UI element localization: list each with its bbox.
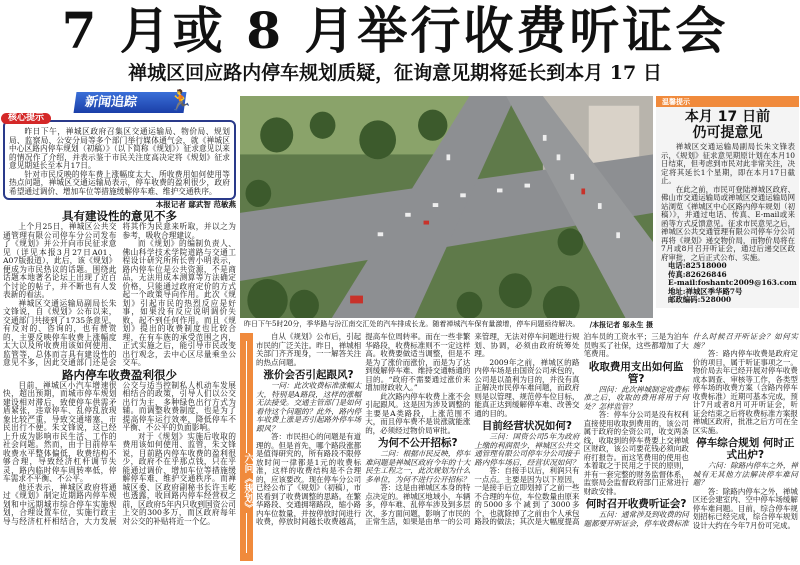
- paragraph: 而《规划》的编制负责人、佛山科学技术学院道路与交通工程设计研究所所长曾小明表示，路内停车位是公共资源，不是商品，无法用成本测算等方法确定价格，只能通过政府定价的方式起一个政策导向作用。此次《规划》引起市民的热烈反应是好事，如果没有反应说明调价失败，起不到任何作用。而且《规划》提出的收费制度也比较合理，在有车族的承受范围之内，正式实施之后，能引导市民改变出行观念，去中心区尽量乘坐公交车。: [122, 239, 236, 367]
- contact-address: 地址:禅城区季华路7号: [668, 286, 743, 296]
- paragraph: 他还表示，禅城区政府将通过《规划》制定近期路内停车规划和中远期城市综合停车实施规划，合理设置车位，实施行政主导与经济杠杆相结合，大力发展公交与适当控制私人机动车发展相结合的政策，引导人们以公交出行为主，多种绿色出行方式为辅。而调整收费制度，也是为了提高停车运行效率，降低停车不平衡、不公平的负面影响。: [3, 380, 236, 526]
- section-body: [3, 382, 236, 527]
- qa-question: 六问：除路内停车之外，禅城有无其他方法解决停车难问题？: [692, 461, 798, 487]
- qa-heading: 收取费用支出如何监管?: [588, 360, 684, 385]
- section-heading: 路内停车收费盈利很少: [62, 367, 177, 382]
- section-body: [3, 223, 236, 368]
- sidebar-title-line: 本月 17 日前: [684, 109, 771, 125]
- sidebar-header: 温馨提示: [656, 96, 799, 107]
- qa-question: 五问：通常涉及到收费的问题都要开听证会，停车收费标准什么时候召开听证会？如何实施？: [583, 332, 798, 528]
- six-questions-band: [240, 333, 253, 561]
- qa-heading: 涨价会否引起跟风?: [263, 369, 354, 381]
- qa-heading: 为何不公开招标?: [377, 437, 458, 449]
- core-paragraph: 昨日下午，禅城区政府召集区交通运输局、物价局、规划局、监察局、公安分局等多个部门举行媒体通气会，就《禅城区中心区路内停车规划（初稿）》（以下简称《规划》）征求意见以来的情况作了介绍，并表示鉴于市民关注度高决定将《规划》征求意见期延长至本月17日。: [9, 127, 230, 170]
- photo-credit: /本报记者 邬永生 摄: [589, 320, 653, 329]
- qa-section: [256, 333, 798, 530]
- qa-intro: 自从《规划》公布后，引起市民的广泛关注。昨日，禅城相关部门齐齐现身，一一解答关注的热点问题。: [256, 332, 362, 367]
- qa-heading: 何时召开收费听证会?: [585, 498, 687, 510]
- qa-answer: 答：除路内停车之外，禅城区还会建室内、空中停车场缓解停车难问题。目前，综合停车规划招标已经完成，综合停车规划设计大约在今年7月份可完成。: [692, 486, 798, 530]
- sidebar-title-line: 仍可提意见: [692, 125, 763, 141]
- qa-answer: 答：这是由禅城区本身的特点决定的。禅城区地域小，车辆多，停车难、乱停车涉及到多层次、多方面问题，影响了市民的正常生活，如果是由单一的公司来管理，无法对停车问题进行规划、协调，必须由政府统筹处理。: [365, 332, 580, 526]
- contact-fax: 传真:82626846: [668, 269, 727, 279]
- qa-question: 一问：此次收费标准涨幅太大，特别是A路段，这样的涨幅无法接受。交通主管部门是如何看待这个问题的？此外，路内停车收费上涨是否引起路外停车场跟风？: [256, 381, 362, 433]
- core-tip-tag: 核心提示: [1, 113, 51, 124]
- band-label: 六问《规划》: [242, 453, 253, 513]
- subheadline: 禅城区回应路内停车规划质疑，征询意见期将延长到本月 17 日: [128, 62, 662, 84]
- paragraph: 上个月25日，禅城区公共交通管理有限公司停车分公司发布了《规划》并公开向市民征求意见（详见本报3月27日A01、A07版报道），此后，该《规划》便成为市民热议的话题。围绕此话题本地著名论坛上出现了近百个讨论的帖子，并不断也有人发表新的看法。: [3, 222, 117, 299]
- qa-answer: 答：路内停车收费是政府定价的项目，属于听证事项之一。物价局去年已经开展对停车收费成本调查、审核等工作，各类型停车场的收费方案（含路内停车收费标准）近期可基本完成，预计7月或者8月可开听证会，听证会结束之后将收费标准方案报禅城区政府，批准之后方可在全区实施。: [692, 349, 798, 435]
- photo-caption: 昨日下午5时20分，季华路与汾江南交汇处的汽车排成长龙。随着禅城汽车保有量激增，停车问题亟待解决。: [244, 320, 580, 328]
- sidebar-paragraph: 在此之前，市民可登陆禅城区政府、佛山市交通运输局或禅城区交通运输局网站浏览《禅城区中心区路内停车规划（初稿）》，并通过电话、传真、E-mail或来函等方式反馈意见。征求市民意见之后，禅城区公共交通管理有限公司停车分公司再将《规划》递交物价局，而物价局将在7月或8月召开听证会，通过后递交区政府审批，之后正式公布、实施。: [661, 184, 795, 262]
- qa-answer: 答：自接手以后，利润只有一点点。主要是因为以下原因，一是接手后立即划掉了之前一些不合理的车位，车位数量由原来的5000多个减到了3000多个，也就除掉了之前由个人承包路段的做法；其次是大幅度提高泊车员的工资水平；三是为泊车员购买了社保，这些都增加了大笔费用。: [474, 332, 689, 526]
- column-logo-label: 新闻追踪: [74, 92, 187, 113]
- qa-answer: 2009年之前，禅城区的路内停车场是由国资公司承包的，公司是以盈利为目的，并没有真正解决市民停车难问题，而政府则是以管理、规范停车位目标，能真正达到缓解停车难、改善交通的目的。: [474, 357, 580, 418]
- contact-email: E-mail:foshantc2009@163.com: [668, 278, 797, 287]
- sidebar-paragraph: 禅城区交通运输局副局长朱文锋表示，《规划》征求意见期原计划在本月10日结束，但考虑到市民对此非常关注，决定将其延长1个星期，即在本月17日截止。: [661, 142, 795, 185]
- paragraph: 对于《规划》实施后收取的费用该如何使用、监管，朱文锋说，目前路内停车收费的盈利很少，政府不在乎那点钱，只在乎能通过调价、增加车位等措施缓解停车难、维护交通秩序。而禅城区委、区政府副秘书长许玉屹也透露，收回路内停车经营权之前，区政府5年内只收到国资公司上交的300多万，而区政府每年对公交的补贴将近一个亿。: [122, 431, 236, 526]
- sidebar-notice: [656, 96, 799, 308]
- paragraph: 目前，禅城区小汽车增速很快，超出预期，而城市停车规划建设相对滞后，致使停车供需矛盾紧张，违章停车、乱停乱放现象比较严重，导致交通堵塞，市民出行不便。朱文锋说，这已经上升成为影响市民生活、工作的社会问题。然而，由于目前停车收费水平整体偏低，收费结构不够合理，导致经济杠杆调节失灵，路内临时停车周转率低，停车需求不平衡、不公平。: [3, 380, 117, 483]
- qa-question: 四问：此次禅城制定收费标准之后，收取的费用将用于何处？怎样监管？: [583, 384, 689, 411]
- core-tip: [3, 113, 236, 200]
- qa-answer: 答：市民担心的问题是有道理的。但是首先，哪个路段涨都是值得研究的，所有路段不限停放时间一律都是1元的收费标准，这样的收费结构是不合理的，应该要改。现在停车分公司已经公布了《规划》（初稿），市民看到了收费调整的思路。在繁华路段、交通拥堵路段，缩小路内车位数量，并按停放时间进行收费，停放时间越长收费越高，提高车位周转率。而在一些非繁华路段，收费标准则不一定这样高。收费要做适当调整，但是不是为了涨价而涨价，而是为了达到缓解停车难、维持交通畅通的目的。“政府不需要通过涨价来增加财政收入。”: [256, 332, 471, 526]
- paragraph: 禅城区交通运输局副局长朱文锋说，自《规划》公布以来，交通部门共接到了1735条意见，有反对的、咨询的，也有赞赏的，主要反映停车收费上涨幅度太大以及所收费用该如何使用、监管等，总体而言具有建设性的意见不多，因此交通部门还是会将其作为民意来听取，并以之为参考，吸收合理建议。: [3, 222, 236, 367]
- core-paragraph: 针对市民反映的停车费上涨幅度太大、所收费用如何使用等热点问题，禅城区交通运输局表示，停车收费的盈利很少，政府希望通过调价、增加车位等措施缓解停车难、维护交通秩序。: [9, 169, 230, 196]
- band-divider: [246, 341, 247, 553]
- headline: 7 月或 8 月举行收费听证会: [61, 1, 729, 60]
- qa-heading: 目前经营状况如何?: [481, 420, 573, 432]
- qa-heading: 停车综合规划 何时正式出炉?: [696, 437, 795, 461]
- byline: 本报记者 鄢武智 范敏燕: [155, 200, 236, 209]
- core-tip-box: [3, 120, 236, 200]
- traffic-photo: [240, 96, 653, 318]
- qa-answer: 答：停车分公司是没有权利直接使用收取到费用的，该公司属于政府的全资公司，收支两条线，收取到的停车费要上交禅城区财政，该公司要花钱必须向政府打报告。而这笔费用的使用也本着取之于民用之于民的原则，并有一套完整的财务监督体系，监察局会监督政府部门正常进行财政安排。: [583, 410, 689, 496]
- qa-answer: 此次路内停车收费上涨不会引起跟风。这是因为涉及调整的主要是A类路段，上涨范围不大，而且停车费不是说涨就能涨的，必须经过物价局审批。: [365, 391, 471, 435]
- qa-question: 三问：国资公司5年为政府上缴的利润很少，禅城区公共交通管理有限公司停车分公司接手路内停车场后，经营状况如何？: [474, 432, 580, 467]
- sidebar-title: [656, 109, 799, 141]
- contact-phone: 电话:82518000: [668, 261, 727, 270]
- news-tracking-logo: [75, 88, 193, 114]
- contact-postcode: 邮政编码:528000: [668, 295, 732, 304]
- running-man-icon: 🏃: [168, 88, 193, 112]
- section-heading: 具有建设性的意见不多: [62, 209, 177, 223]
- left-column: [3, 88, 236, 526]
- qa-question: 二问：根据市民反映，停车难问题是禅城区政府今年的十大民生工程之一，此次规划为什么多单位，为何不进行公开招标？: [365, 449, 471, 484]
